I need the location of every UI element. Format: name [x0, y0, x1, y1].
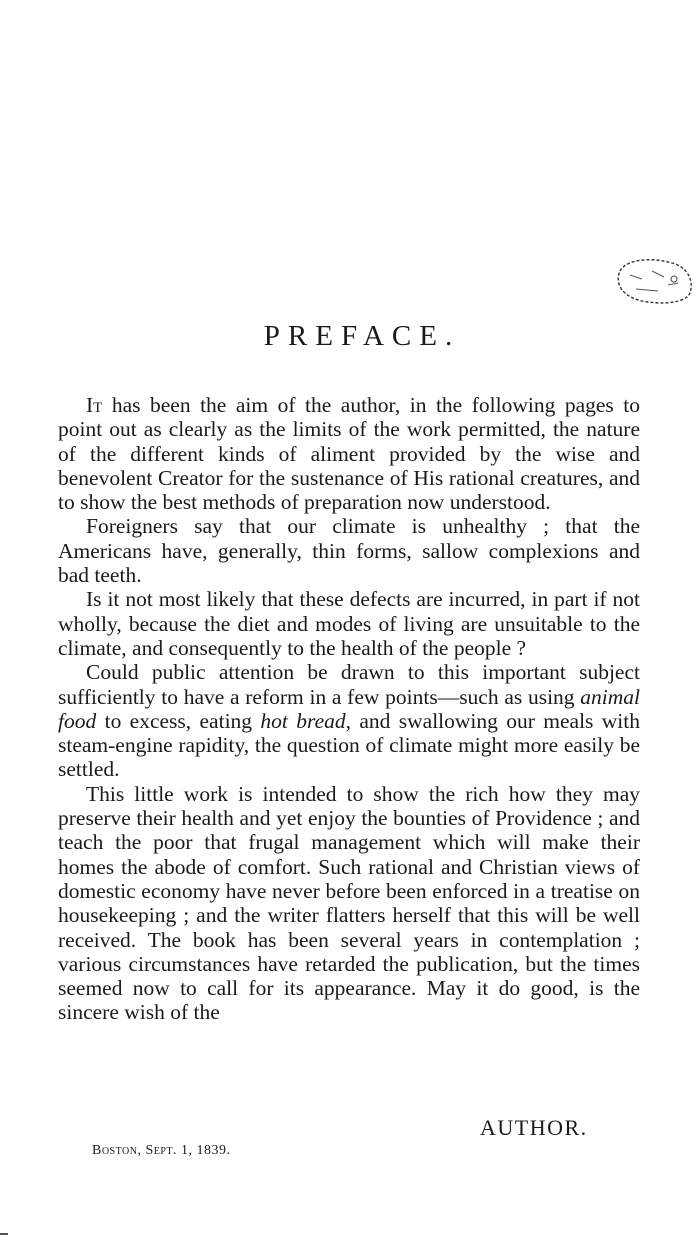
- paragraph-2: Foreigners say that our climate is unhealthy ; that the Americans have, generally, thin forms, sallow complexions and bad teeth.: [58, 514, 640, 588]
- page-title: PREFACE.: [263, 320, 461, 352]
- paragraph-4-text-b: to excess, eating: [96, 708, 261, 733]
- paragraph-3: Is it not most likely that these defects are incurred, in part if not wholly, because the diet and modes of living are unsuitable to the climate, and consequently to the health of the people ?: [58, 587, 640, 660]
- paragraph-1-text: has been the aim of the author, in the following pages to point out as clearly as the limits of the work permitted, the nature of the different kinds of aliment provided by the wise and benevolent Creator for the sustenance of His rational creatures, and to show the best methods of preparation now understood.: [58, 393, 640, 515]
- drop-word: It: [86, 393, 103, 417]
- paragraph-4-text-c: , and swallowing our meals with steam-engine rapidity, the question of climate might more easily be settled.: [58, 708, 640, 782]
- paragraph-5: This little work is intended to show the rich how they may preserve their health and yet enjoy the bounties of Providence ; and teach the poor that frugal management which will make their homes the abode of comfort. Such rational and Christian views of domestic economy have never before been enforced in a treatise on housekeeping ; and the writer flatters herself that this will be well received. The book has been several years in contemplation ; various circumstances have retarded the publication, but the times seemed now to call for its appearance. May it do good, is the sincere wish of the: [58, 781, 640, 1025]
- emphasis-hot-bread: hot bread: [260, 708, 346, 733]
- paragraph-4-text-a: Could public attention be drawn to this important subject sufficiently to have a reform in a few points—such as using: [58, 660, 640, 709]
- library-stamp-icon: [612, 255, 694, 307]
- paragraph-1: [58, 393, 640, 514]
- paragraph-4: [58, 660, 640, 781]
- place-date: Boston, Sept. 1, 1839.: [92, 1143, 231, 1158]
- edge-mark: [0, 1233, 8, 1235]
- signature: AUTHOR.: [480, 1115, 588, 1140]
- preface-body: [58, 393, 640, 1025]
- emphasis-animal-food: animal food: [58, 684, 640, 733]
